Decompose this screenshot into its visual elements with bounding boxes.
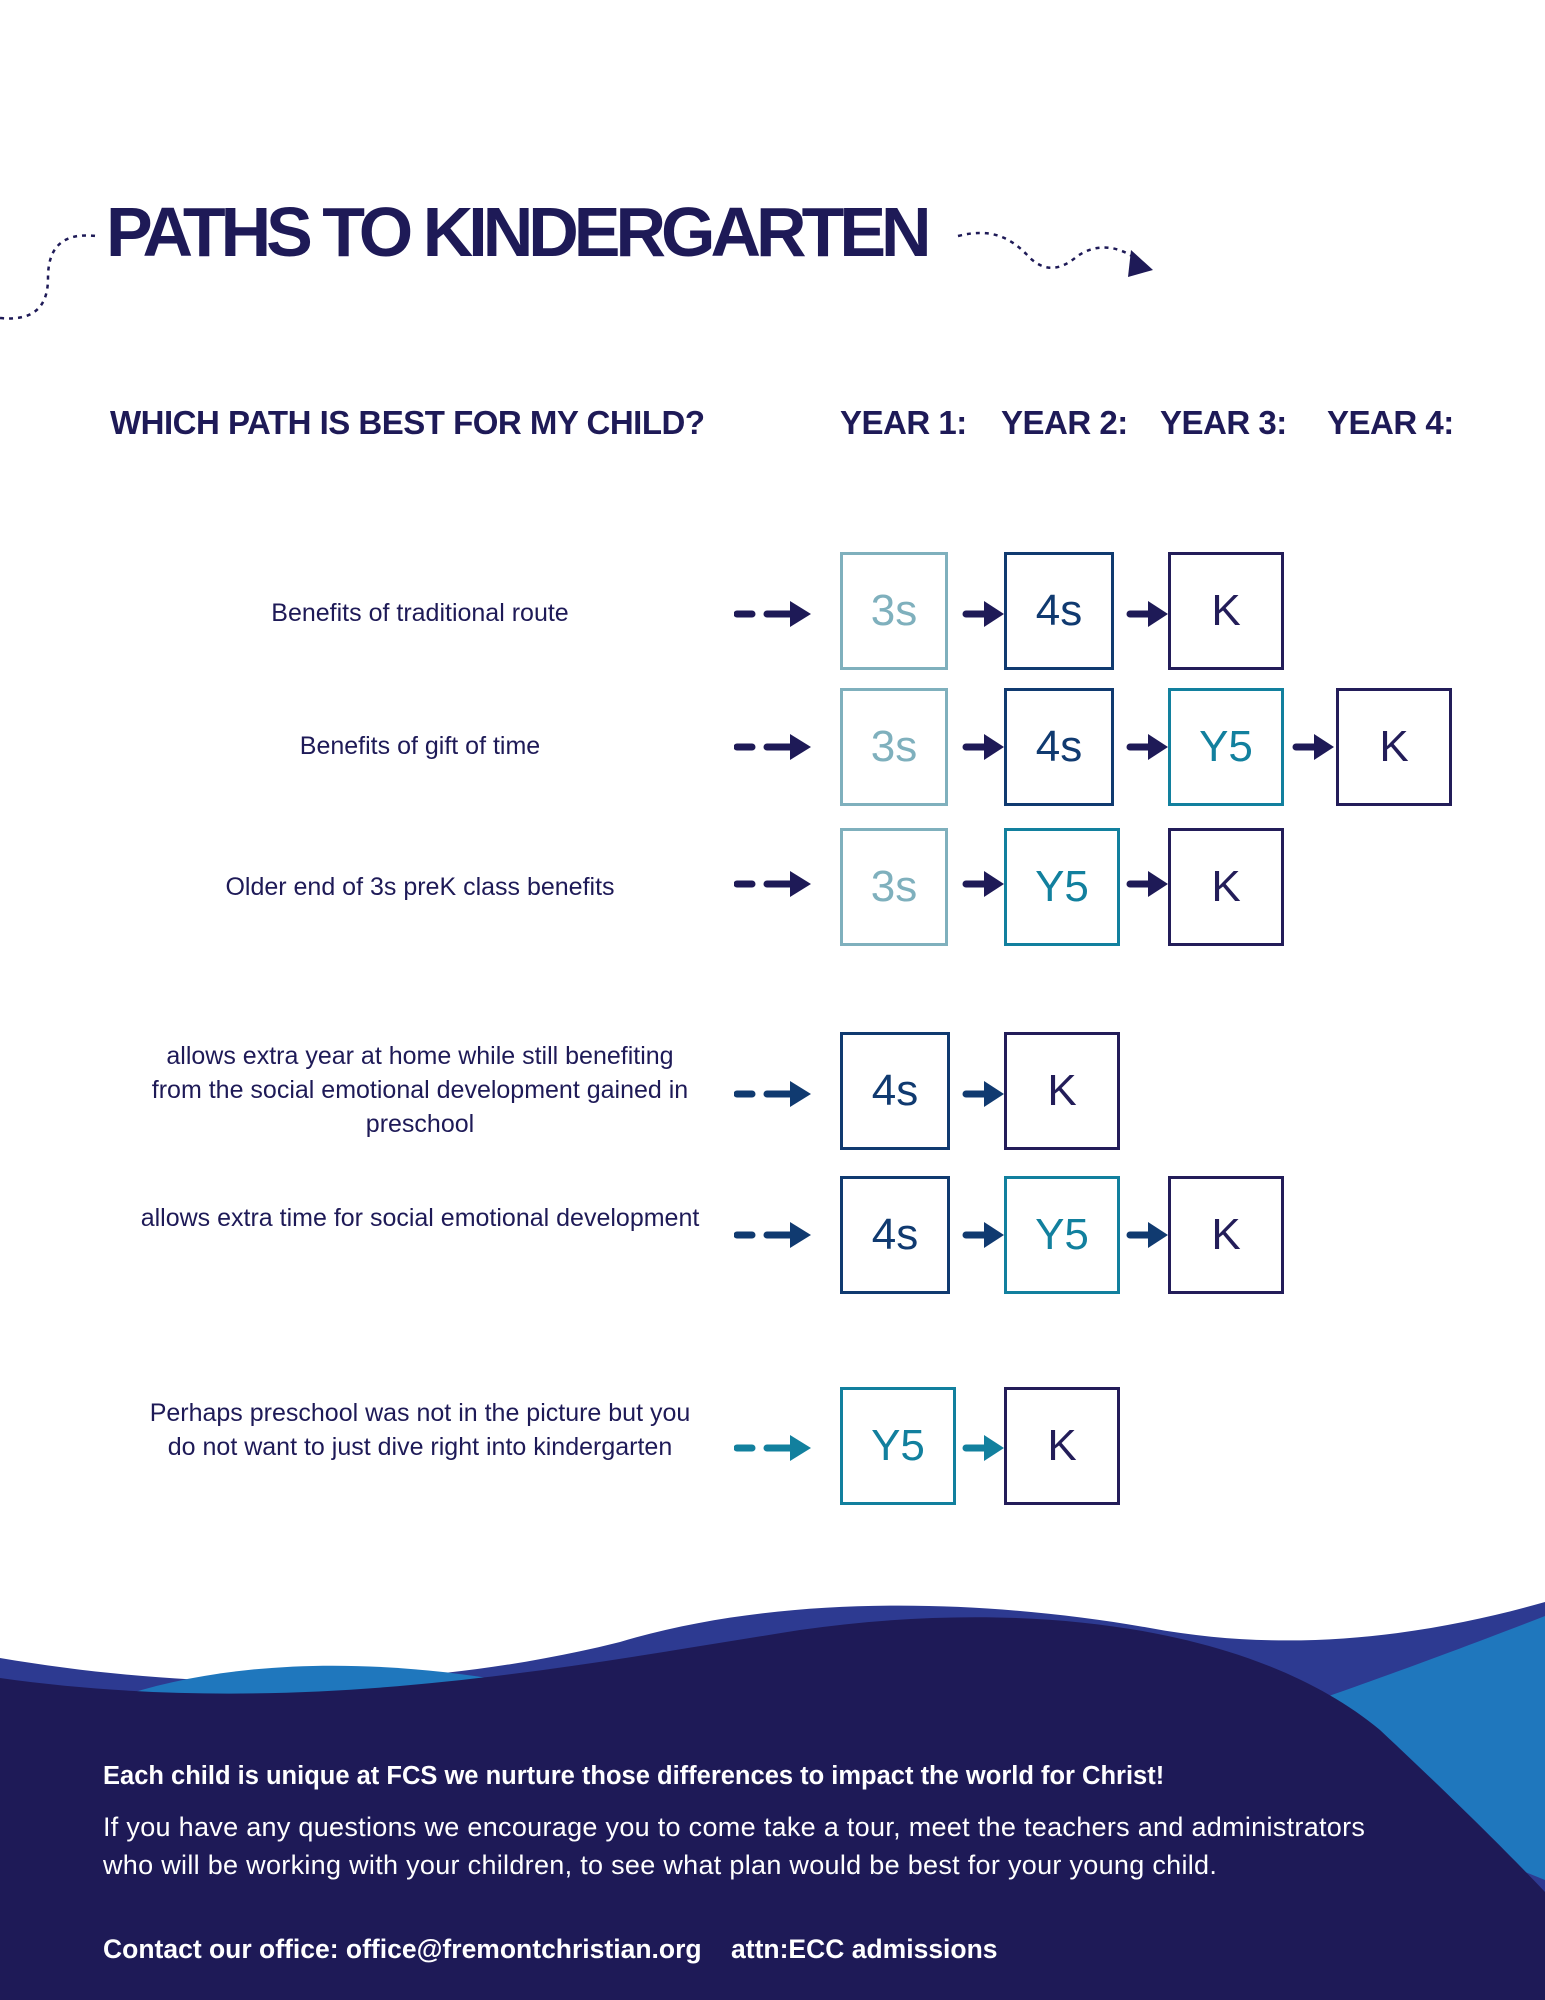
step-box: 4s [840,1032,950,1150]
step-box: Y5 [1168,688,1284,806]
arrow-icon [1126,596,1170,632]
arrow-icon [1126,729,1170,765]
arrow-icon [1292,729,1336,765]
path-description: Older end of 3s preK class benefits [225,873,615,901]
path-description: allows extra year at home while still benefiting from the social emotional development gained in preschool [151,1042,689,1138]
dashed-arrow-icon [734,729,814,765]
step-box: K [1168,1176,1284,1294]
arrow-icon [962,1430,1006,1466]
year-4-label: YEAR 4: [1327,404,1454,441]
step-box: 4s [1004,552,1114,670]
arrow-icon [962,729,1006,765]
step-box: Y5 [1004,1176,1120,1294]
arrow-icon [962,1076,1006,1112]
arrow-icon [1126,866,1170,902]
step-box: K [1004,1387,1120,1505]
step-box: 3s [840,552,948,670]
arrow-icon [1126,1217,1170,1253]
arrow-icon [962,1217,1006,1253]
step-box: Y5 [1004,828,1120,946]
arrowhead-icon [1128,250,1153,277]
question-heading: WHICH PATH IS BEST FOR MY CHILD? [110,404,705,441]
footer-contact: Contact our office: office@fremontchristian.org attn:ECC admissions [103,1934,998,1964]
step-box: K [1336,688,1452,806]
step-box: 3s [840,828,948,946]
decorative-dotted-path [0,0,1545,340]
dashed-arrow-icon [734,1430,814,1466]
step-box: 3s [840,688,948,806]
footer-tagline: Each child is unique at FCS we nurture those differences to impact the world for Christ! [103,1762,1165,1790]
path-description: Benefits of gift of time [299,732,541,760]
step-box: 4s [840,1176,950,1294]
path-description: Benefits of traditional route [271,599,569,627]
step-box: Y5 [840,1387,956,1505]
dashed-arrow-icon [734,866,814,902]
year-3-label: YEAR 3: [1160,404,1287,441]
dashed-arrow-icon [734,596,814,632]
path-description: allows extra time for social emotional development [140,1204,700,1232]
year-2-label: YEAR 2: [1001,404,1128,441]
footer-body: If you have any questions we encourage you to come take a tour, meet the teachers and administrators who will be working with your children, to see what plan would be best for your young child. [103,1812,1366,1880]
arrow-icon [962,866,1006,902]
step-box: 4s [1004,688,1114,806]
dashed-arrow-icon [734,1217,814,1253]
year-1-label: YEAR 1: [840,404,967,441]
step-box: K [1168,552,1284,670]
path-description: Perhaps preschool was not in the picture but you do not want to just dive right into kindergarten [149,1399,691,1461]
step-box: K [1168,828,1284,946]
page-title: PATHS TO KINDERGARTEN [106,193,927,271]
arrow-icon [962,596,1006,632]
dashed-arrow-icon [734,1076,814,1112]
step-box: K [1004,1032,1120,1150]
